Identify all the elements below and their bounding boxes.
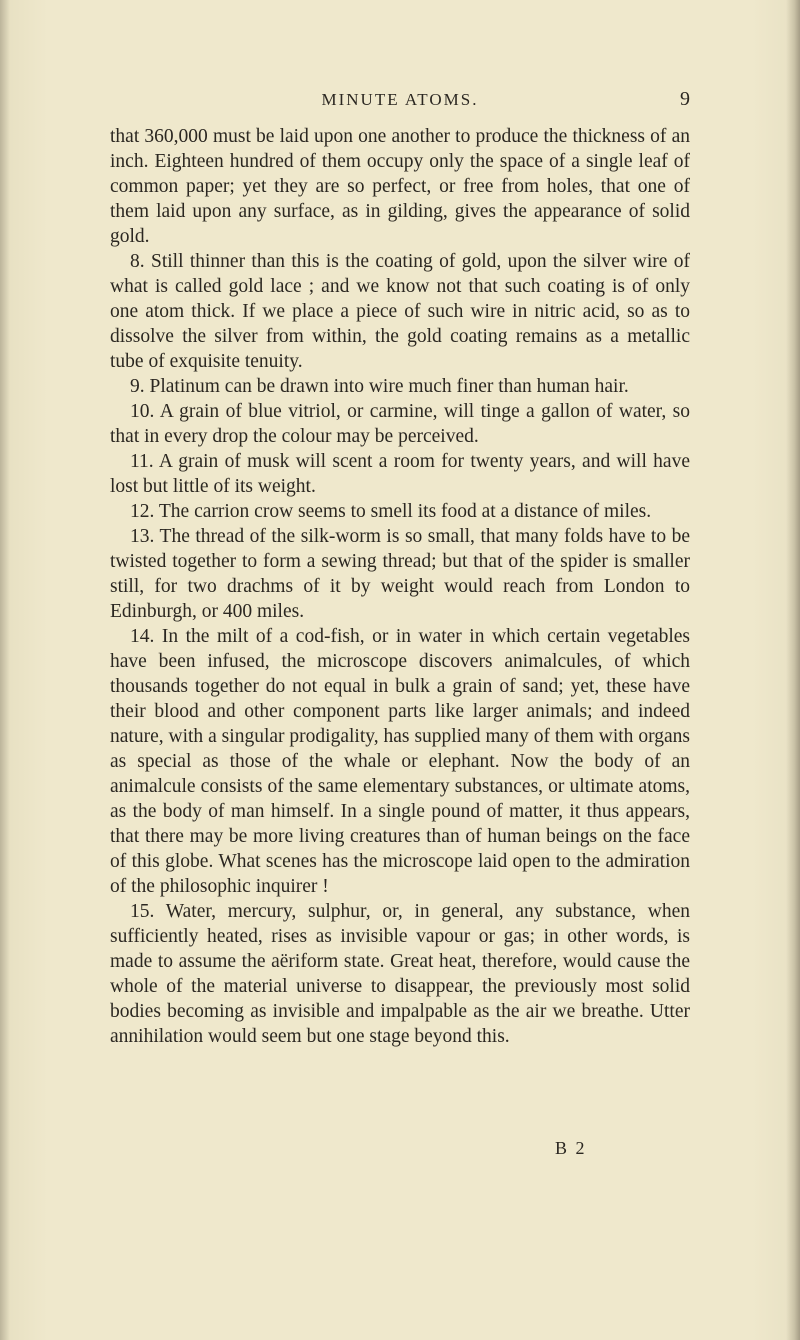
paragraph-9: 9. Platinum can be drawn into wire much finer than human hair.	[130, 376, 629, 397]
paragraph-14: 14. In the milt of a cod-fish, or in water in which certain vegetables have been infused, the microscope discovers animalcules, of which thousands together do not equal in bulk a grain of sand; yet, these have their blood and other component parts like larger animals; and indeed nature, with a singular prodigality, has supplied many of them with organs as special as those of the whale or elephant. Now the body of an animalcule consists of the same elementary substances, or ultimate atoms, as the body of man himself. In a single pound of matter, it thus appears, that there may be more living creatures than of human beings on the face of this globe. What scenes has the microscope laid open to the admiration of the philosophic inquirer !	[110, 626, 690, 897]
paragraph-continuation: that 360,000 must be laid upon one another to produce the thickness of an inch. Eighteen hundred of them occupy only the space of a single leaf of common paper; yet they are so perfect, or free from holes, that one of them laid upon any surface, as in gilding, gives the appearance of solid gold.	[110, 126, 690, 247]
paragraph-15: 15. Water, mercury, sulphur, or, in general, any substance, when sufficiently heated, rises as invisible vapour or gas; in other words, is made to assume the aëriform state. Great heat, therefore, would cause the whole of the material universe to disappear, the previously most solid bodies becoming as invisible and impalpable as the air we breathe. Utter annihilation would seem but one stage beyond this.	[110, 901, 690, 1047]
paragraph-11: 11. A grain of musk will scent a room for twenty years, and will have lost but little of its weight.	[110, 451, 690, 497]
body-text	[110, 124, 690, 1049]
page-gutter-shadow	[0, 0, 10, 1340]
paragraph-12: 12. The carrion crow seems to smell its food at a distance of miles.	[130, 501, 652, 522]
running-title: MINUTE ATOMS.	[321, 90, 479, 109]
page-edge-shadow	[786, 0, 800, 1340]
page-number: 9	[680, 88, 690, 110]
signature-mark: B 2	[555, 1138, 587, 1158]
paragraph-10: 10. A grain of blue vitriol, or carmine, will tinge a gallon of water, so that in every drop the colour may be perceived.	[110, 401, 690, 447]
paragraph-8: 8. Still thinner than this is the coating of gold, upon the silver wire of what is called gold lace ; and we know not that such coating is of only one atom thick. If we place a piece of such wire in nitric acid, so as to dissolve the silver from within, the gold coating remains as a metallic tube of exquisite tenuity.	[110, 251, 690, 372]
paragraph-13: 13. The thread of the silk-worm is so small, that many folds have to be twisted together to form a sewing thread; but that of the spider is smaller still, for two drachms of it by weight would reach from London to Edinburgh, or 400 miles.	[110, 526, 690, 622]
running-head	[110, 88, 690, 118]
